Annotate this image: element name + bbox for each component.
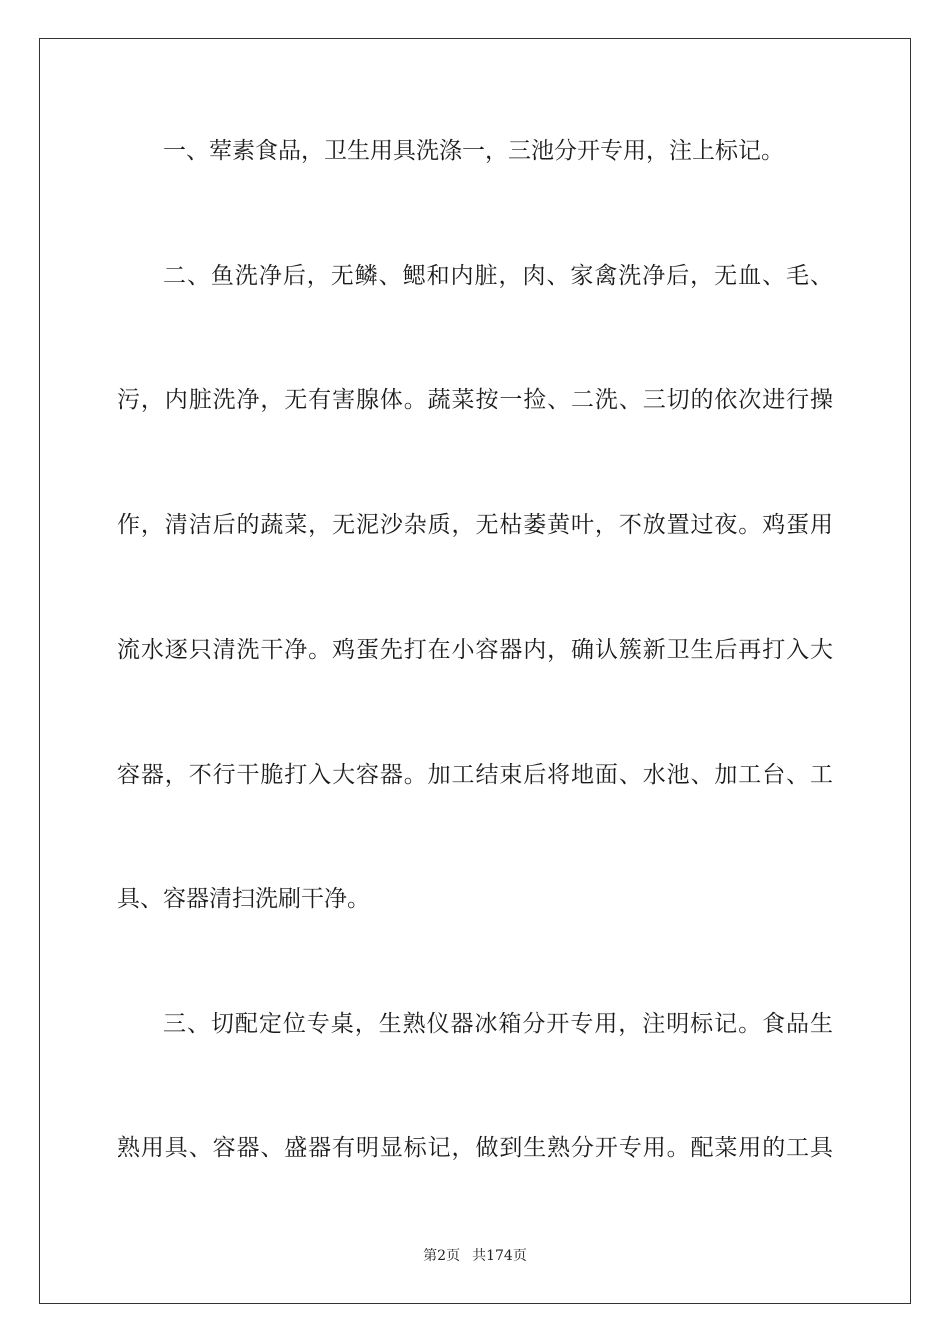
page-footer: [0, 1247, 950, 1265]
paragraph-3-line-1: 三、切配定位专桌，生熟仪器冰箱分开专用，注明标记。食品生: [163, 1011, 833, 1037]
paragraph-2-line-5: 容器，不行干脆打入大容器。加工结束后将地面、水池、加工台、工: [117, 762, 833, 788]
paragraph-2-line-3: 作，清洁后的蔬菜，无泥沙杂质，无枯萎黄叶，不放置过夜。鸡蛋用: [117, 512, 833, 538]
paragraph-2-line-1: 二、鱼洗净后，无鳞、鳃和内脏，肉、家禽洗净后，无血、毛、: [163, 263, 833, 289]
paragraph-2-line-2: 污，内脏洗净，无有害腺体。蔬菜按一捡、二洗、三切的依次进行操: [117, 387, 833, 413]
page-border: [39, 38, 911, 1304]
paragraph-2-line-4: 流水逐只清洗干净。鸡蛋先打在小容器内，确认簇新卫生后再打入大: [117, 637, 833, 663]
paragraph-2-line-6: 具、容器清扫洗刷干净。: [117, 886, 370, 912]
paragraph-1-line-1: 一、荤素食品，卫生用具洗涤一，三池分开专用，注上标记。: [163, 138, 784, 164]
total-pages: 共174页: [472, 1248, 527, 1264]
page-number: 第2页: [423, 1248, 461, 1264]
paragraph-3-line-2: 熟用具、容器、盛器有明显标记，做到生熟分开专用。配菜用的工具: [117, 1135, 833, 1161]
